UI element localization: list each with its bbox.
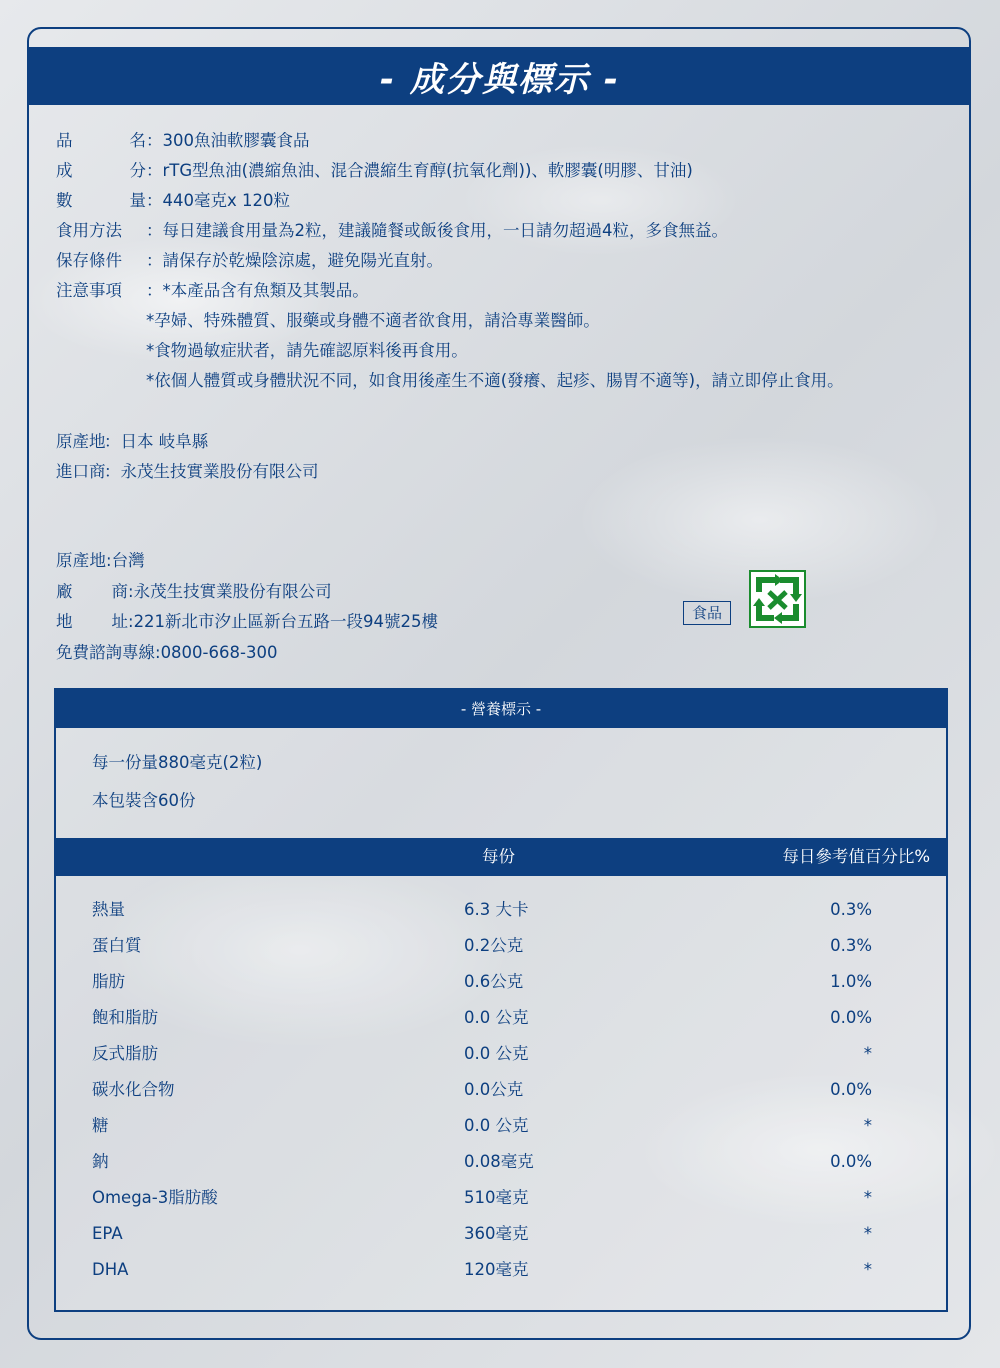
table-row <box>92 1144 882 1180</box>
ingredients: rTG型魚油(濃縮魚油、混合濃縮生育醇(抗氧化劑))、軟膠囊(明膠、甘油) <box>162 161 693 180</box>
daily-value-percent: * <box>863 1224 872 1243</box>
per-serving-value: 0.0 公克 <box>464 1008 529 1027</box>
per-serving-value: 510毫克 <box>464 1188 529 1207</box>
nutrient-name: 反式脂肪 <box>92 1044 158 1063</box>
table-row <box>92 1180 882 1216</box>
manufacturer-info: 原 產 地 : 台灣 廠 商 : 永茂生技實業股份有限公司 地 址 : 221新北市汐止區新台五路一段94號25樓 免費諮詢專線 : 0800-668-300 <box>56 546 438 668</box>
note-item: *依個人體質或身體狀況不同，如食用後產生不適(發癢、起疹、腸胃不適等)，請立即停止食用。 <box>146 371 844 390</box>
table-row <box>92 1108 882 1144</box>
nutrition-table <box>92 892 882 1288</box>
origin-value: 台灣 <box>111 551 145 570</box>
nutrient-name: 飽和脂肪 <box>92 1008 158 1027</box>
note-item: *本產品含有魚類及其製品。 <box>162 281 369 300</box>
per-serving-value: 0.08毫克 <box>464 1152 534 1171</box>
daily-value-percent: 0.0% <box>830 1008 872 1027</box>
daily-value-percent: 0.3% <box>830 936 872 955</box>
maker-value: 永茂生技實業股份有限公司 <box>133 581 332 601</box>
daily-value-percent: * <box>863 1116 872 1135</box>
origin-import-info: 原 產 地 ： 日本 岐阜縣 進 口 商 ： 永茂生技實業股份有限公司 <box>56 427 319 487</box>
info-row-quantity: 數 量 ： 440毫克x 120粒 <box>56 186 956 216</box>
daily-value-percent: 0.3% <box>830 900 872 919</box>
serving-size: 每一份量880毫克(2粒) <box>92 753 263 772</box>
origin-value: 日本 岐阜縣 <box>120 432 209 451</box>
product-info <box>56 126 956 396</box>
per-serving-value: 0.0公克 <box>464 1080 524 1099</box>
nutrient-name: 脂肪 <box>92 972 125 991</box>
daily-value-percent: 1.0% <box>830 972 872 991</box>
hotline-label: 免費諮詢專線 <box>56 642 155 662</box>
note-item: *孕婦、特殊體質、服藥或身體不適者欲食用，請洽專業醫師。 <box>146 311 600 330</box>
nutrition-column-header <box>54 838 948 876</box>
nutrition-header: - 營養標示 - <box>54 688 948 728</box>
nutrient-name: EPA <box>92 1224 123 1243</box>
recycle-icon <box>749 570 806 628</box>
per-serving-value: 0.2公克 <box>464 936 524 955</box>
table-row <box>92 928 882 964</box>
nutrient-name: Omega-3脂肪酸 <box>92 1188 218 1207</box>
table-row <box>92 1216 882 1252</box>
importer-value: 永茂生技實業股份有限公司 <box>120 462 319 481</box>
per-serving-value: 360毫克 <box>464 1224 529 1243</box>
daily-value-percent: * <box>863 1260 872 1279</box>
nutrient-name: 碳水化合物 <box>92 1080 175 1099</box>
quantity: 440毫克x 120粒 <box>162 191 290 210</box>
note-item: *食物過敏症狀者，請先確認原料後再食用。 <box>146 341 468 360</box>
nutrient-name: 鈉 <box>92 1152 109 1171</box>
daily-value-header: 每日參考值百分比% <box>782 847 930 866</box>
address-value: 221新北市汐止區新台五路一段94號25樓 <box>133 612 439 631</box>
food-tag: 食品 <box>683 601 731 625</box>
info-row-storage: 保存條件 ： 請保存於乾燥陰涼處，避免陽光直射。 <box>56 246 956 276</box>
serving-info <box>92 748 262 824</box>
page-title: - 成分與標示 - <box>29 47 971 105</box>
table-row <box>92 892 882 928</box>
usage: 每日建議食用量為2粒，建議隨餐或飯後食用，一日請勿超過4粒，多食無益。 <box>162 221 728 240</box>
info-row-name: 品 名 ： 300魚油軟膠囊食品 <box>56 126 956 156</box>
nutrient-name: 蛋白質 <box>92 936 142 955</box>
daily-value-percent: 0.0% <box>830 1080 872 1099</box>
per-serving-value: 0.0 公克 <box>464 1044 529 1063</box>
nutrient-name: DHA <box>92 1260 129 1279</box>
hotline-value: 0800-668-300 <box>160 642 278 662</box>
table-row <box>92 1072 882 1108</box>
per-serving-value: 0.0 公克 <box>464 1116 529 1135</box>
nutrient-name: 熱量 <box>92 900 125 919</box>
daily-value-percent: * <box>863 1188 872 1207</box>
info-row-usage: 食用方法 ： 每日建議食用量為2粒，建議隨餐或飯後食用，一日請勿超過4粒，多食無益。 <box>56 216 956 246</box>
table-row <box>92 1000 882 1036</box>
per-serving-value: 120毫克 <box>464 1260 529 1279</box>
per-serving-value: 6.3 大卡 <box>464 900 529 919</box>
product-name: 300魚油軟膠囊食品 <box>162 131 310 150</box>
table-row <box>92 1252 882 1288</box>
info-row-notes: 注意事項 ： *本產品含有魚類及其製品。 <box>56 276 956 306</box>
per-serving-value: 0.6公克 <box>464 972 524 991</box>
per-serving-header: 每份 <box>482 847 515 866</box>
daily-value-percent: 0.0% <box>830 1152 872 1171</box>
info-row-ingredients: 成 分 ： rTG型魚油(濃縮魚油、混合濃縮生育醇(抗氧化劑))、軟膠囊(明膠、甘油) <box>56 156 956 186</box>
daily-value-percent: * <box>863 1044 872 1063</box>
table-row <box>92 1036 882 1072</box>
table-row <box>92 964 882 1000</box>
nutrient-name: 糖 <box>92 1116 109 1135</box>
storage: 請保存於乾燥陰涼處，避免陽光直射。 <box>162 251 443 270</box>
servings-per-pack: 本包裝含60份 <box>92 791 196 810</box>
